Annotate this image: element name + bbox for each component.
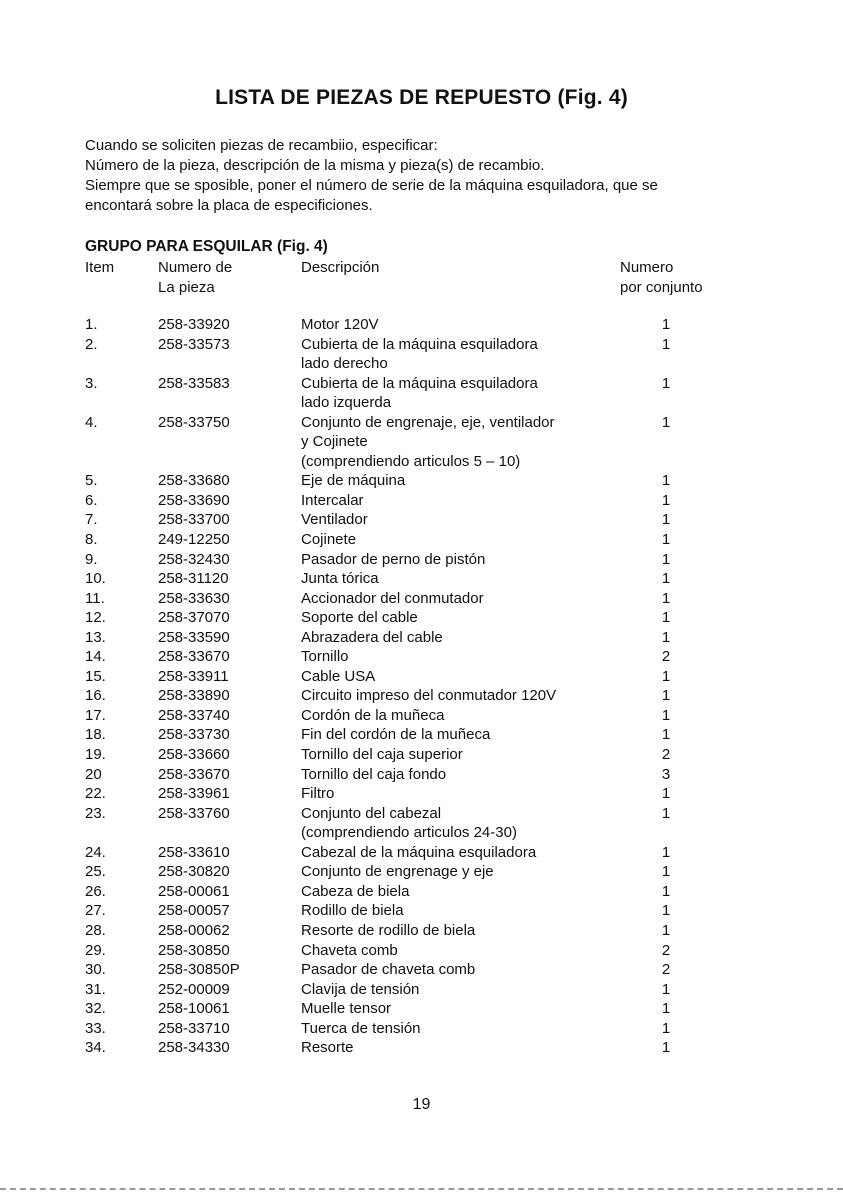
description-line: Chaveta comb [301,941,398,959]
part-number: 258-30850 [158,941,230,959]
description-line: y Cojinete [301,433,368,451]
part-number: 258-10061 [158,1000,230,1018]
item-number: 10. [85,570,106,588]
table-row [0,921,843,941]
description-line: Motor 120V [301,316,379,333]
part-number: 258-33690 [158,491,230,509]
part-number: 258-30850P [158,961,240,979]
quantity: 1 [661,882,671,900]
description-line: Resorte [301,1039,354,1057]
part-number: 258-33961 [158,785,230,803]
table-row [0,725,843,745]
part-number: 258-33740 [158,706,230,724]
table-row [0,667,843,687]
description-line: lado derecho [301,355,388,373]
quantity: 1 [661,706,671,724]
table-row [0,745,843,765]
table-row [0,784,843,804]
table-row [0,1019,843,1039]
part-number: 258-00057 [158,902,230,920]
parts-table [0,315,843,1058]
part-description [301,941,601,961]
description-line: Cable USA [301,667,376,685]
description-line: Ventilador [301,511,368,529]
part-description [301,647,601,667]
description-line: Accionador del conmutador [301,589,484,607]
part-description [301,608,601,628]
description-line: Clavija de tensión [301,980,420,998]
quantity: 1 [661,726,671,744]
item-number: 2. [85,335,98,353]
column-header-description: Descripción [301,259,380,276]
quantity: 1 [661,589,671,607]
part-description [301,706,601,726]
table-row [0,843,843,863]
description-line: Abrazadera del cable [301,628,443,646]
item-number: 9. [85,550,98,568]
quantity: 1 [661,609,671,627]
table-row [0,980,843,1000]
part-description [301,901,601,921]
item-number: 26. [85,882,106,900]
item-number: 33. [85,1019,106,1037]
description-line: Resorte de rodillo de biela [301,921,476,939]
quantity: 1 [661,1039,671,1057]
description-line: Muelle tensor [301,1000,392,1018]
item-number: 12. [85,609,106,627]
item-number: 7. [85,511,98,529]
item-number: 6. [85,491,98,509]
part-number: 258-34330 [158,1039,230,1057]
bottom-divider [0,1188,843,1190]
part-description [301,1038,601,1058]
part-number: 258-33670 [158,648,230,666]
table-row [0,941,843,961]
part-description [301,471,601,491]
description-line: Conjunto del cabezal [301,804,442,822]
item-number: 32. [85,1000,106,1018]
table-row [0,471,843,491]
quantity: 1 [661,374,671,392]
table-row [0,413,843,472]
part-description [301,725,601,745]
quantity: 1 [661,316,671,333]
item-number: 8. [85,531,98,549]
quantity: 1 [661,687,671,705]
item-number: 34. [85,1039,106,1057]
part-number: 252-00009 [158,980,230,998]
part-description [301,667,601,687]
description-line: Conjunto de engrenage y eje [301,863,494,881]
description-line: Cordón de la muñeca [301,706,445,724]
part-description [301,335,601,374]
description-line: Tornillo [301,648,349,666]
part-number: 258-33920 [158,316,230,333]
column-header-quantity-line: Numero [620,259,674,276]
table-row [0,901,843,921]
column-header-item: Item [85,259,115,276]
description-line: Cabeza de biela [301,882,410,900]
description-line: Cubierta de la máquina esquiladora [301,374,538,392]
column-header-part-number-line: La pieza [158,279,215,296]
description-line: (comprendiendo articulos 24-30) [301,824,517,842]
quantity: 1 [661,511,671,529]
part-number: 258-33590 [158,628,230,646]
intro-line: Cuando se soliciten piezas de recambiio, especificar: [85,137,438,154]
item-number: 22. [85,785,106,803]
quantity: 1 [661,628,671,646]
part-number: 258-30820 [158,863,230,881]
description-line: Cojinete [301,531,357,549]
part-number: 258-33670 [158,765,230,783]
part-description [301,804,601,843]
item-number: 1. [85,316,98,333]
item-number: 11. [85,589,105,607]
table-row [0,862,843,882]
item-number: 25. [85,863,106,881]
item-number: 18. [85,726,106,744]
table-row [0,960,843,980]
quantity: 1 [661,921,671,939]
item-number: 4. [85,413,98,431]
part-number: 258-33610 [158,843,230,861]
table-row [0,550,843,570]
part-number: 258-33630 [158,589,230,607]
quantity: 1 [661,570,671,588]
part-description [301,628,601,648]
item-number: 14. [85,648,106,666]
page-title: LISTA DE PIEZAS DE REPUESTO (Fig. 4) [215,86,628,109]
quantity: 1 [661,531,671,549]
description-line: Rodillo de biela [301,902,404,920]
quantity: 2 [661,961,671,979]
item-number: 24. [85,843,106,861]
intro-line: encontará sobre la placa de especificiones. [85,197,373,214]
item-number: 16. [85,687,106,705]
quantity: 1 [661,472,671,490]
part-description [301,843,601,863]
part-description [301,686,601,706]
quantity: 1 [661,550,671,568]
quantity: 3 [661,765,671,783]
table-row [0,999,843,1019]
table-row [0,1038,843,1058]
item-number: 17. [85,706,106,724]
part-number: 258-33700 [158,511,230,529]
intro-line: Número de la pieza, descripción de la misma y pieza(s) de recambio. [85,157,545,174]
description-line: (comprendiendo articulos 5 – 10) [301,452,521,470]
quantity: 2 [661,746,671,764]
quantity: 1 [661,1000,671,1018]
table-row [0,706,843,726]
part-number: 258-33760 [158,804,230,822]
quantity: 1 [661,902,671,920]
table-row [0,628,843,648]
part-description [301,882,601,902]
quantity: 1 [661,491,671,509]
description-line: Eje de máquina [301,472,406,490]
description-line: Cubierta de la máquina esquiladora [301,335,538,353]
page-number: 19 [412,1096,431,1113]
part-description [301,550,601,570]
table-row [0,608,843,628]
item-number: 13. [85,628,106,646]
description-line: Fin del cordón de la muñeca [301,726,491,744]
part-description [301,413,601,472]
part-description [301,745,601,765]
description-line: Cabezal de la máquina esquiladora [301,843,537,861]
column-header-part-number-line: Numero de [158,259,233,276]
table-row [0,491,843,511]
part-number: 258-33660 [158,746,230,764]
table-row [0,882,843,902]
part-description [301,980,601,1000]
item-number: 30. [85,961,106,979]
description-line: Filtro [301,785,335,803]
quantity: 1 [661,1019,671,1037]
table-row [0,804,843,843]
item-number: 27. [85,902,106,920]
part-number: 258-00061 [158,882,230,900]
column-header-quantity [620,258,703,298]
section-title: GRUPO PARA ESQUILAR (Fig. 4) [85,238,328,255]
part-number: 258-00062 [158,921,230,939]
part-description [301,960,601,980]
part-number: 258-33583 [158,374,230,392]
part-description [301,1019,601,1039]
part-description [301,491,601,511]
quantity: 1 [661,785,671,803]
quantity: 1 [661,863,671,881]
quantity: 1 [661,667,671,685]
part-description [301,765,601,785]
quantity: 1 [661,413,671,431]
part-number: 258-33710 [158,1019,230,1037]
part-number: 249-12250 [158,531,230,549]
table-row [0,647,843,667]
table-row [0,315,843,335]
part-description [301,784,601,804]
part-number: 258-33573 [158,335,230,353]
table-row [0,765,843,785]
part-description [301,862,601,882]
item-number: 5. [85,472,98,490]
intro-line: Siempre que se sposible, poner el número de serie de la máquina esquiladora, que se [85,177,658,194]
part-description [301,921,601,941]
description-line: Soporte del cable [301,609,418,627]
part-number: 258-32430 [158,550,230,568]
part-number: 258-33890 [158,687,230,705]
description-line: Intercalar [301,491,364,509]
quantity: 1 [661,980,671,998]
description-line: Conjunto de engrenaje, eje, ventilador [301,413,555,431]
column-header-part-number [158,258,232,298]
quantity: 1 [661,843,671,861]
part-description [301,374,601,413]
part-description [301,589,601,609]
intro-paragraph [85,136,785,216]
part-number: 258-33730 [158,726,230,744]
quantity: 2 [661,648,671,666]
table-row [0,569,843,589]
description-line: Circuito impreso del conmutador 120V [301,687,557,705]
part-description [301,569,601,589]
part-description [301,530,601,550]
description-line: Tuerca de tensión [301,1019,421,1037]
description-line: lado izquerda [301,394,392,412]
table-row [0,530,843,550]
item-number: 15. [85,667,106,685]
table-row [0,335,843,374]
item-number: 20 [85,765,102,783]
quantity: 2 [661,941,671,959]
part-description [301,999,601,1019]
description-line: Pasador de perno de pistón [301,550,486,568]
item-number: 31. [85,980,106,998]
part-description [301,315,601,335]
item-number: 28. [85,921,106,939]
description-line: Pasador de chaveta comb [301,961,476,979]
table-row [0,686,843,706]
item-number: 29. [85,941,106,959]
quantity: 1 [661,804,671,822]
part-number: 258-33911 [158,667,229,685]
item-number: 23. [85,804,106,822]
part-number: 258-33680 [158,472,230,490]
item-number: 19. [85,746,106,764]
table-row [0,510,843,530]
description-line: Tornillo del caja fondo [301,765,447,783]
description-line: Tornillo del caja superior [301,746,463,764]
description-line: Junta tórica [301,570,379,588]
part-number: 258-31120 [158,570,229,588]
part-number: 258-33750 [158,413,230,431]
part-description [301,510,601,530]
column-header-quantity-line: por conjunto [620,279,703,296]
quantity: 1 [661,335,671,353]
part-number: 258-37070 [158,609,230,627]
item-number: 3. [85,374,98,392]
table-row [0,374,843,413]
table-row [0,589,843,609]
